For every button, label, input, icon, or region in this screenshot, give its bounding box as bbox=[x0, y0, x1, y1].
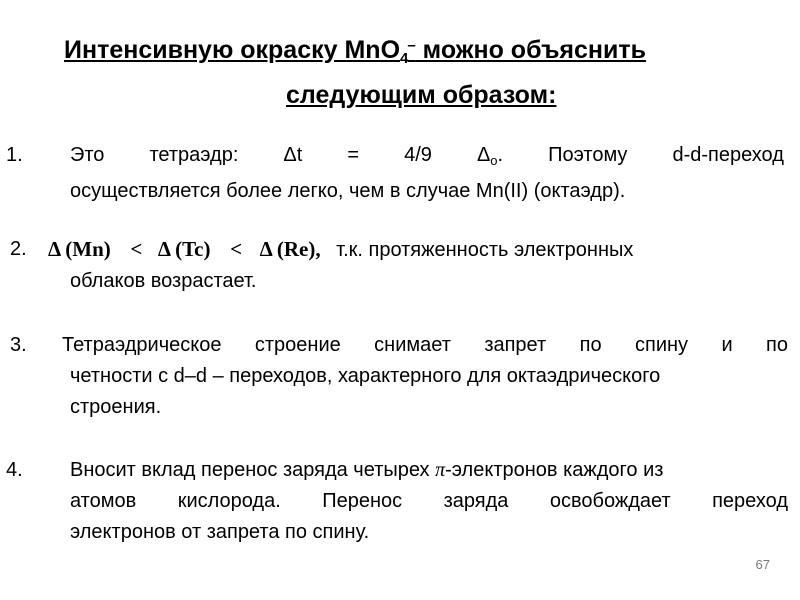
title-line-1 bbox=[40, 28, 780, 77]
word: Перенос bbox=[322, 490, 403, 512]
word: 4/9 bbox=[404, 144, 432, 166]
explanation-text: т.к. протяженность электронных bbox=[336, 239, 634, 261]
item-4-line-2 bbox=[70, 486, 788, 517]
item-number: 1. bbox=[6, 144, 23, 166]
word: снимает bbox=[374, 334, 451, 356]
list-item-4 bbox=[0, 455, 790, 548]
word: по bbox=[579, 334, 602, 356]
word: освобождает bbox=[549, 490, 671, 512]
slide-title bbox=[40, 28, 780, 113]
period: . bbox=[497, 144, 504, 166]
item-2-line-2: облаков возрастает. bbox=[70, 270, 257, 292]
word: кислорода. bbox=[177, 490, 281, 512]
title-suffix: можно объяснить bbox=[415, 36, 646, 64]
delta-o bbox=[477, 140, 503, 176]
item-2-line-1 bbox=[48, 234, 784, 266]
list-item-3 bbox=[0, 330, 790, 423]
word: тетраэдр: bbox=[149, 144, 239, 166]
list-item-1 bbox=[0, 140, 790, 207]
item-number: 4. bbox=[6, 459, 23, 481]
text: -электронов каждого из bbox=[445, 459, 664, 481]
delta-symbol: Δ bbox=[476, 144, 491, 166]
item-number: 2. bbox=[10, 238, 27, 260]
word: по bbox=[766, 334, 788, 356]
pi-symbol: π bbox=[435, 459, 446, 481]
item-3-line-3: строения. bbox=[70, 396, 162, 418]
word: переход bbox=[712, 490, 788, 512]
word: Δt bbox=[283, 144, 303, 166]
delta-subscript: о bbox=[490, 153, 498, 168]
item-4-line-3: электронов от запрета по спину. bbox=[70, 521, 370, 543]
word: заряда bbox=[443, 490, 509, 512]
title-prefix: Интенсивную окраску MnO bbox=[64, 36, 401, 64]
word: d-d-переход bbox=[672, 144, 784, 166]
less-than: < bbox=[130, 237, 143, 261]
word: запрет bbox=[484, 334, 547, 356]
item-1-line-1 bbox=[70, 140, 784, 176]
title-subscript: 4 bbox=[400, 50, 409, 67]
delta-re: Δ (Re), bbox=[259, 237, 321, 261]
delta-mn: Δ (Mn) bbox=[48, 237, 111, 261]
word: Тетраэдрическое bbox=[62, 334, 222, 356]
word: = bbox=[347, 144, 360, 166]
list-item-2 bbox=[0, 234, 790, 297]
word: Это bbox=[70, 144, 105, 166]
item-4-line-1 bbox=[70, 455, 788, 486]
item-3-line-1 bbox=[62, 330, 788, 361]
word: атомов bbox=[70, 490, 137, 512]
word: Поэтому bbox=[548, 144, 628, 166]
item-1-line-2: осуществляется более легко, чем в случае Mn(II) (октаэдр). bbox=[70, 180, 626, 202]
word: и bbox=[721, 334, 733, 356]
text: Вносит вклад перенос заряда четырех bbox=[70, 459, 436, 481]
title-superscript: – bbox=[407, 37, 416, 54]
item-3-line-2: четности с d–d – переходов, характерного для октаэдрического bbox=[70, 365, 661, 387]
title-line-2: следующим образом: bbox=[286, 81, 557, 109]
word: спину bbox=[634, 334, 689, 356]
item-number: 3. bbox=[10, 334, 27, 356]
page-number: 67 bbox=[755, 557, 770, 572]
word: строение bbox=[254, 334, 341, 356]
delta-tc: Δ (Tc) bbox=[157, 237, 211, 261]
less-than: < bbox=[230, 237, 243, 261]
